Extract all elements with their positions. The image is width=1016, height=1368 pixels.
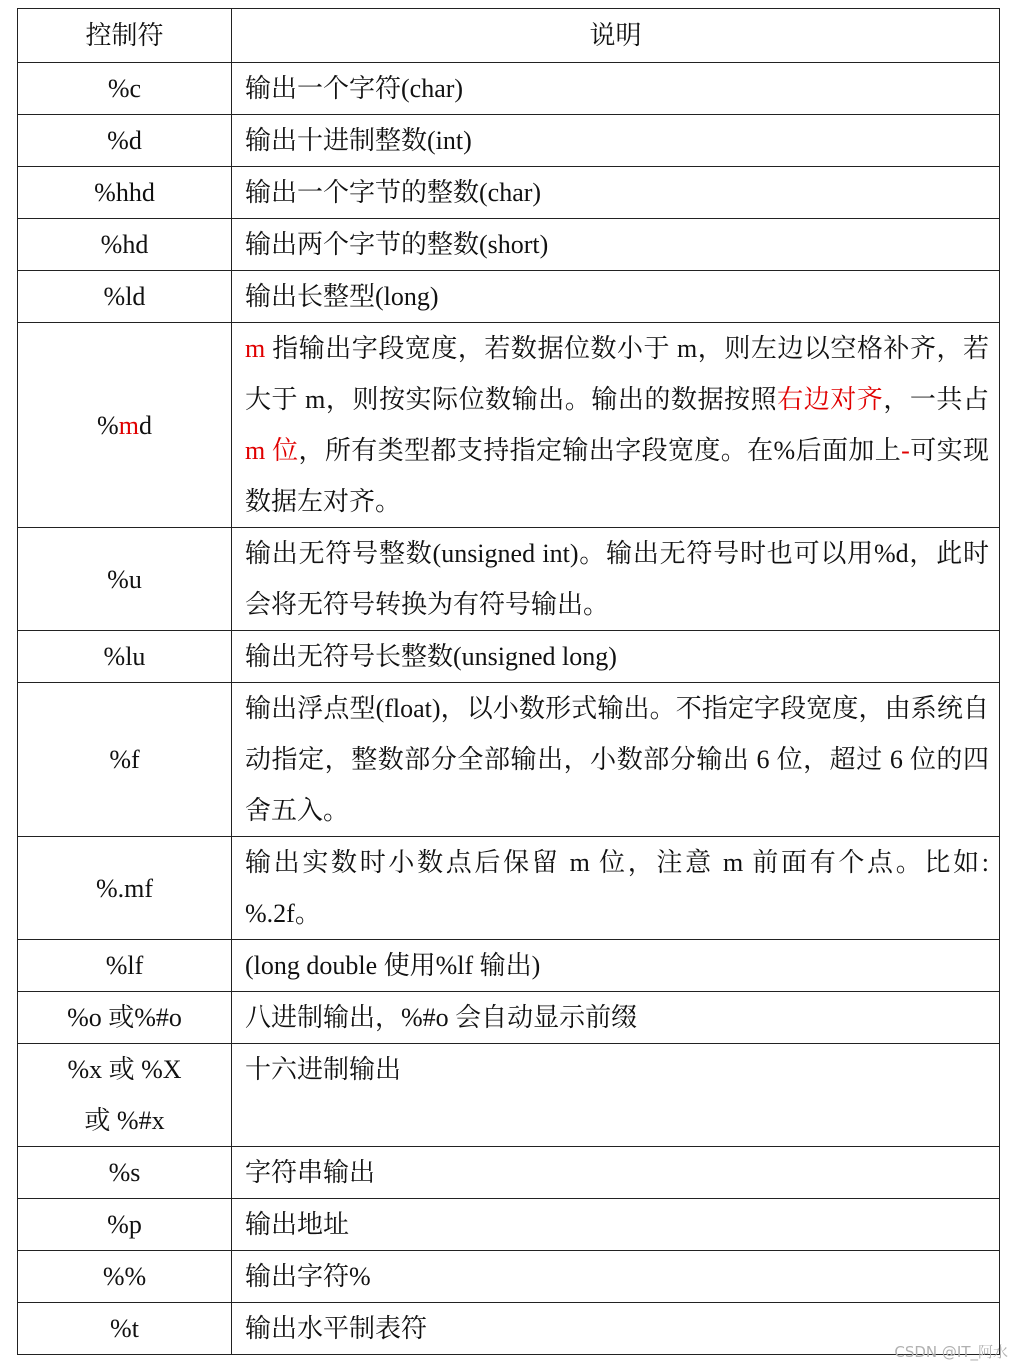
specifier-line: 或 %#x	[84, 1106, 165, 1135]
description-cell: 输出一个字符(char)	[232, 63, 1000, 115]
specifier-cell: %.mf	[18, 837, 232, 940]
column-header-specifier: 控制符	[18, 9, 232, 63]
specifier-cell: %%	[18, 1251, 232, 1303]
table-row	[18, 940, 1000, 992]
description-text: 可实现数据左对齐。	[245, 436, 989, 516]
specifier-cell: %p	[18, 1199, 232, 1251]
description-cell: 输出浮点型(float)，以小数形式输出。不指定字段宽度，由系统自动指定，整数部分全部输出，小数部分输出 6 位，超过 6 位的四舍五入。	[232, 683, 1000, 837]
specifier-cell: %o 或%#o	[18, 992, 232, 1044]
specifier-cell: %u	[18, 528, 232, 631]
specifier-cell: %d	[18, 115, 232, 167]
description-cell: (long double 使用%lf 输出)	[232, 940, 1000, 992]
specifier-cell: %hhd	[18, 167, 232, 219]
description-highlight: m	[245, 334, 266, 363]
specifier-cell: %lu	[18, 631, 232, 683]
table-row	[18, 992, 1000, 1044]
specifier-line: %x 或 %X	[67, 1055, 182, 1084]
column-header-description: 说明	[232, 9, 1000, 63]
description-cell: 输出长整型(long)	[232, 271, 1000, 323]
table-row	[18, 323, 1000, 528]
table-row	[18, 1303, 1000, 1355]
table-row	[18, 683, 1000, 837]
description-cell: 输出实数时小数点后保留 m 位，注意 m 前面有个点。比如: %.2f。	[232, 837, 1000, 940]
description-highlight: m 位	[245, 436, 299, 465]
description-cell: 输出一个字节的整数(char)	[232, 167, 1000, 219]
specifier-prefix: %	[97, 410, 119, 440]
description-cell: 输出十进制整数(int)	[232, 115, 1000, 167]
description-cell: 输出无符号长整数(unsigned long)	[232, 631, 1000, 683]
table-row	[18, 167, 1000, 219]
description-cell: 十六进制输出	[232, 1044, 1000, 1147]
specifier-highlight: m	[118, 410, 139, 440]
description-cell: 八进制输出，%#o 会自动显示前缀	[232, 992, 1000, 1044]
description-cell: 输出地址	[232, 1199, 1000, 1251]
description-text: 指输出字段宽度，若数据位数小于 m，则左边以空格补齐，若大于 m，则按实际位数输出。输出的数据按照	[245, 334, 989, 414]
description-text: ，一共占	[883, 385, 989, 414]
specifier-cell: %hd	[18, 219, 232, 271]
description-cell: 输出水平制表符	[232, 1303, 1000, 1355]
specifier-cell	[18, 323, 232, 528]
specifier-cell: %lf	[18, 940, 232, 992]
table-row	[18, 219, 1000, 271]
table-row	[18, 528, 1000, 631]
specifier-suffix: d	[138, 410, 152, 440]
table-header-row	[18, 9, 1000, 63]
specifier-cell: %t	[18, 1303, 232, 1355]
watermark: CSDN @IT_阿水	[894, 1343, 1008, 1361]
specifier-cell: %s	[18, 1147, 232, 1199]
specifier-cell: %c	[18, 63, 232, 115]
description-highlight: 右边对齐	[777, 385, 884, 414]
table-row	[18, 631, 1000, 683]
specifier-cell: %f	[18, 683, 232, 837]
description-cell: 输出无符号整数(unsigned int)。输出无符号时也可以用%d，此时会将无符号转换为有符号输出。	[232, 528, 1000, 631]
specifier-cell: %ld	[18, 271, 232, 323]
description-cell	[232, 323, 1000, 528]
description-cell: 输出两个字节的整数(short)	[232, 219, 1000, 271]
description-text: ，所有类型都支持指定输出字段宽度。在%后面加上	[298, 436, 902, 465]
table-row	[18, 1199, 1000, 1251]
table-row	[18, 1147, 1000, 1199]
table-row	[18, 115, 1000, 167]
specifier-cell	[18, 1044, 232, 1147]
format-specifier-table	[17, 8, 1000, 1355]
table-row	[18, 271, 1000, 323]
table-row	[18, 1044, 1000, 1147]
table-row	[18, 63, 1000, 115]
description-cell: 字符串输出	[232, 1147, 1000, 1199]
table-row	[18, 837, 1000, 940]
table-row	[18, 1251, 1000, 1303]
description-cell: 输出字符%	[232, 1251, 1000, 1303]
description-highlight: -	[901, 436, 910, 465]
